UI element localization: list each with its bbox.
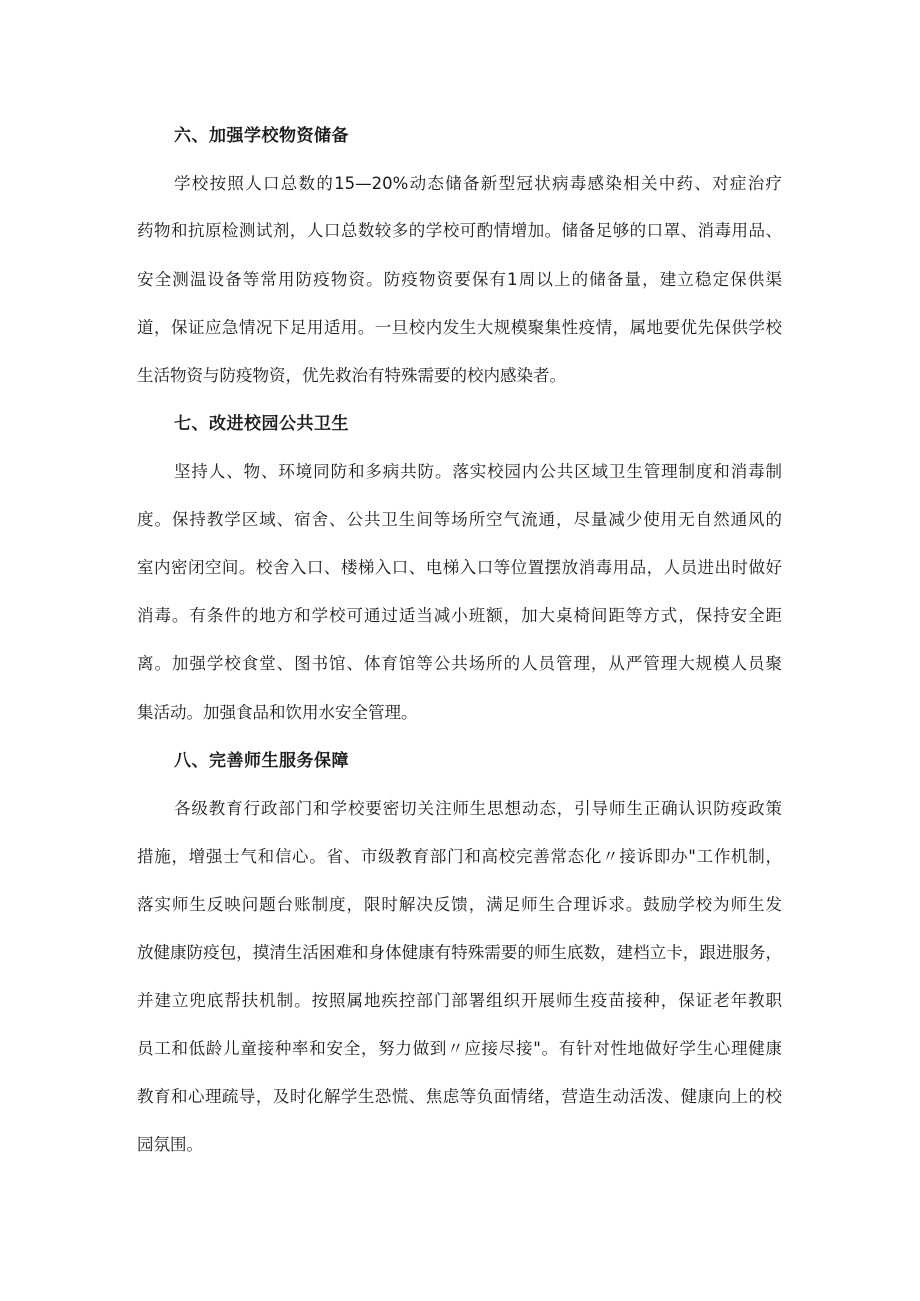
section-heading: 八、完善师生服务保障 — [174, 751, 349, 771]
section-heading: 七、改进校园公共卫生 — [174, 414, 349, 434]
paragraph-line: 园氛围。 — [137, 1135, 203, 1154]
paragraph-line: 室内密闭空间。校舍入口、楼梯入口、电梯入口等位置摆放消毒用品，人员进出时做好 — [137, 558, 782, 577]
paragraph-line: 员工和低龄儿童接种率和安全，努力做到〃应接尽接"。有针对性地做好学生心理健康 — [137, 1039, 782, 1058]
section-heading: 六、加强学校物资储备 — [174, 126, 349, 146]
paragraph-line: 坚持人、物、环境同防和多病共防。落实校园内公共区域卫生管理制度和消毒制 — [174, 462, 782, 481]
paragraph-line: 学校按照人口总数的15—20%动态储备新型冠状病毒感染相关中药、对症治疗 — [174, 174, 782, 193]
paragraph-line: 落实师生反映问题台账制度，限时解决反馈，满足师生合理诉求。鼓励学校为师生发 — [137, 895, 782, 914]
paragraph-line: 措施，增强士气和信心。省、市级教育部门和高校完善常态化〃接诉即办"工作机制， — [137, 847, 782, 866]
paragraph-line: 各级教育行政部门和学校要密切关注师生思想动态，引导师生正确认识防疫政策 — [174, 799, 782, 818]
paragraph-line: 教育和心理疏导，及时化解学生恐慌、焦虑等负面情绪，营造生动活泼、健康向上的校 — [137, 1087, 782, 1106]
paragraph-line: 度。保持教学区域、宿舍、公共卫生间等场所空气流通，尽量减少使用无自然通风的 — [137, 510, 782, 529]
paragraph-line: 道，保证应急情况下足用适用。一旦校内发生大规模聚集性疫情，属地要优先保供学校 — [137, 318, 782, 337]
paragraph-line: 放健康防疫包，摸清生活困难和身体健康有特殊需要的师生底数，建档立卡，跟进服务， — [137, 943, 782, 962]
paragraph-line: 集活动。加强食品和饮用水安全管理。 — [137, 703, 418, 722]
paragraph-line: 安全测温设备等常用防疫物资。防疫物资要保有1周以上的储备量，建立稳定保供渠 — [137, 270, 782, 289]
paragraph-line: 消毒。有条件的地方和学校可通过适当减小班额，加大桌椅间距等方式，保持安全距 — [137, 606, 782, 625]
paragraph-line: 药物和抗原检测试剂，人口总数较多的学校可酌情增加。储备足够的口罩、消毒用品、 — [137, 221, 782, 240]
paragraph-line: 生活物资与防疫物资，优先救治有特殊需要的校内感染者。 — [137, 366, 566, 385]
paragraph-line: 离。加强学校食堂、图书馆、体育馆等公共场所的人员管理，从严管理大规模人员聚 — [137, 654, 782, 673]
paragraph-line: 并建立兜底帮扶机制。按照属地疾控部门部署组织开展师生疫苗接种，保证老年教职 — [137, 991, 782, 1010]
